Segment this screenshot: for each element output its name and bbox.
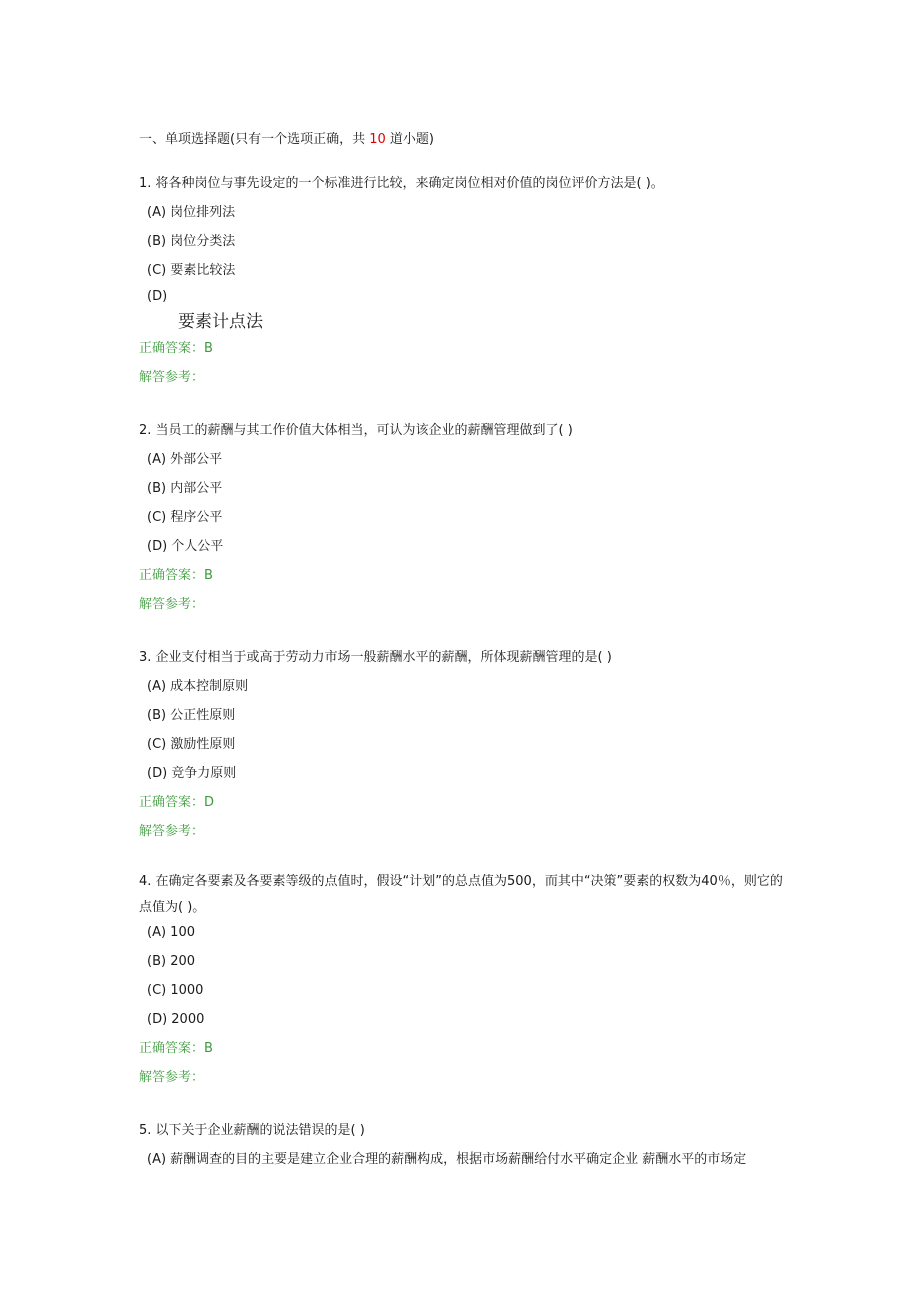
question-3-option-a: (A) 成本控制原则 [147, 679, 249, 694]
question-2-answer: 正确答案：B [139, 568, 213, 583]
question-5-stem: 5. 以下关于企业薪酬的说法错误的是( ) [139, 1123, 365, 1138]
question-3-option-d: (D) 竞争力原则 [147, 766, 237, 781]
question-4-stem: 4. 在确定各要素及各要素等级的点值时，假设“计划”的总点值为500，而其中“决策”要素的权数为40％，则它的点值为( )。 [139, 874, 783, 915]
question-3-analysis: 解答参考： [139, 824, 205, 839]
section-heading-prefix: 一、单项选择题(只有一个选项正确，共 [139, 132, 366, 147]
question-4-analysis: 解答参考： [139, 1070, 205, 1085]
question-3-stem: 3. 企业支付相当于或高于劳动力市场一般薪酬水平的薪酬，所体现薪酬管理的是( ) [139, 650, 612, 665]
question-2-option-a: (A) 外部公平 [147, 452, 223, 467]
question-1-stem: 1. 将各种岗位与事先设定的一个标准进行比较，来确定岗位相对价值的岗位评价方法是( )。 [139, 176, 664, 191]
question-2-stem: 2. 当员工的薪酬与其工作价值大体相当，可认为该企业的薪酬管理做到了( ) [139, 423, 573, 438]
question-5-option-a: (A) 薪酬调查的目的主要是建立企业合理的薪酬构成，根据市场薪酬给付水平确定企业 薪酬水平的市场定 [147, 1152, 747, 1167]
question-1-answer: 正确答案：B [139, 341, 213, 356]
question-1-option-c: (C) 要素比较法 [147, 263, 236, 278]
question-4-option-d: (D) 2000 [147, 1012, 205, 1027]
question-4-answer: 正确答案：B [139, 1041, 213, 1056]
question-4-option-a: (A) 100 [147, 925, 195, 940]
question-4-option-b: (B) 200 [147, 954, 196, 969]
question-1-analysis: 解答参考： [139, 370, 205, 385]
question-1-option-d-text: 要素计点法 [178, 312, 263, 332]
question-4-option-c: (C) 1000 [147, 983, 204, 998]
question-1-option-d: (D) [147, 289, 168, 304]
question-2-option-c: (C) 程序公平 [147, 510, 223, 525]
question-3-option-b: (B) 公正性原则 [147, 708, 236, 723]
question-2-analysis: 解答参考： [139, 597, 205, 612]
section-heading [139, 131, 434, 149]
question-2-option-b: (B) 内部公平 [147, 481, 223, 496]
question-3-option-c: (C) 激励性原则 [147, 737, 236, 752]
question-1-option-a: (A) 岗位排列法 [147, 205, 236, 220]
section-heading-suffix: 道小题) [389, 132, 434, 147]
question-count: 10 [369, 132, 386, 147]
question-3-answer: 正确答案：D [139, 795, 215, 810]
question-1-option-b: (B) 岗位分类法 [147, 234, 236, 249]
question-2-option-d: (D) 个人公平 [147, 539, 224, 554]
